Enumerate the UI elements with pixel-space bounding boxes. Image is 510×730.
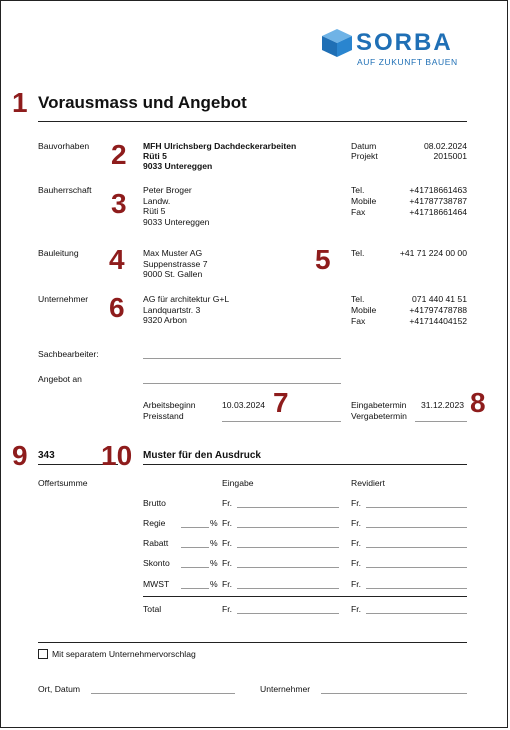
unternehmer-signature-label: Unternehmer <box>260 684 311 694</box>
sorba-logo-icon <box>320 28 354 58</box>
row-mwst-eingabe-currency: Fr. <box>222 579 233 589</box>
offer-number: 343 <box>38 450 55 461</box>
bauleitung-label: Bauleitung <box>38 248 79 258</box>
row-rabatt-eingabe-currency: Fr. <box>222 538 233 548</box>
unternehmer-mobile-value: +41797478788 <box>409 305 467 315</box>
section-divider <box>38 642 467 643</box>
datum-value: 08.02.2024 <box>423 141 467 151</box>
row-regie-label: Regie <box>143 518 166 528</box>
column-revidiert: Revidiert <box>351 478 385 488</box>
row-regie-eingabe-field[interactable] <box>237 527 339 528</box>
row-mwst-revidiert-currency: Fr. <box>351 579 362 589</box>
marker-2: 2 <box>111 139 127 170</box>
bauvorhaben-label: Bauvorhaben <box>38 141 90 151</box>
row-mwst-revidiert-field[interactable] <box>366 588 467 589</box>
bauvorhaben-line-3: 9033 Untereggen <box>143 161 213 171</box>
row-brutto-eingabe-currency: Fr. <box>222 498 233 508</box>
row-rabatt-label: Rabatt <box>143 538 169 548</box>
total-separator <box>143 596 467 597</box>
bauherrschaft-tel-value: +41718661463 <box>409 185 467 195</box>
vergabetermin-label: Vergabetermin <box>351 411 407 421</box>
row-mwst-label: MWST <box>143 579 170 589</box>
ort-datum-label: Ort, Datum <box>38 684 81 694</box>
eingabetermin-label: Eingabetermin <box>351 400 407 410</box>
projekt-value: 2015001 <box>433 151 467 161</box>
logo-tagline: AUF ZUKUNFT BAUEN <box>357 57 458 67</box>
unternehmer-fax-label: Fax <box>351 316 366 326</box>
row-skonto-revidiert-currency: Fr. <box>351 558 362 568</box>
unternehmer-fax-value: +41714404152 <box>409 316 467 326</box>
row-rabatt-revidiert-field[interactable] <box>366 547 467 548</box>
row-mwst-percent-field[interactable] <box>181 588 209 589</box>
bauherrschaft-tel-label: Tel. <box>351 185 365 195</box>
row-rabatt-revidiert-currency: Fr. <box>351 538 362 548</box>
row-regie-percent: % <box>210 518 218 528</box>
row-total-eingabe-currency: Fr. <box>222 604 233 614</box>
sachbearbeiter-field[interactable] <box>143 358 341 359</box>
row-total-revidiert-currency: Fr. <box>351 604 362 614</box>
marker-1: 1 <box>12 87 28 118</box>
preisstand-label: Preisstand <box>143 411 184 421</box>
row-skonto-percent: % <box>210 558 218 568</box>
unternehmer-tel-label: Tel. <box>351 294 365 304</box>
angebot-an-field[interactable] <box>143 383 341 384</box>
row-skonto-revidiert-field[interactable] <box>366 567 467 568</box>
ort-datum-field[interactable] <box>91 693 235 694</box>
row-skonto-eingabe-field[interactable] <box>237 567 339 568</box>
bauvorhaben-line-2: Rüti 5 <box>143 151 167 161</box>
unternehmer-signature-field[interactable] <box>321 693 467 694</box>
row-brutto-eingabe-field[interactable] <box>237 507 339 508</box>
arbeitsbeginn-value: 10.03.2024 <box>222 400 266 410</box>
offer-title: Muster für den Ausdruck <box>143 450 261 461</box>
angebot-an-label: Angebot an <box>38 374 82 384</box>
row-regie-revidiert-field[interactable] <box>366 527 467 528</box>
bauherrschaft-mobile-label: Mobile <box>351 196 377 206</box>
projekt-label: Projekt <box>351 151 378 161</box>
row-skonto-eingabe-currency: Fr. <box>222 558 233 568</box>
eingabetermin-value: 31.12.2023 <box>421 400 465 410</box>
row-mwst-percent: % <box>210 579 218 589</box>
title-divider <box>38 121 467 122</box>
row-brutto-label: Brutto <box>143 498 166 508</box>
bauvorhaben-line-1: MFH Ulrichsberg Dachdeckerarbeiten <box>143 141 297 151</box>
unternehmer-tel-value: 071 440 41 51 <box>412 294 467 304</box>
sachbearbeiter-label: Sachbearbeiter: <box>38 349 99 359</box>
marker-8: 8 <box>470 387 486 418</box>
row-rabatt-percent-field[interactable] <box>181 547 209 548</box>
row-skonto-percent-field[interactable] <box>181 567 209 568</box>
row-total-eingabe-field[interactable] <box>237 613 339 614</box>
arbeitsbeginn-label: Arbeitsbeginn <box>143 400 196 410</box>
marker-4: 4 <box>109 244 125 275</box>
row-total-label: Total <box>143 604 162 614</box>
bauleitung-tel-value: +41 71 224 00 00 <box>399 248 467 258</box>
unternehmer-mobile-label: Mobile <box>351 305 377 315</box>
unternehmervorschlag-checkbox[interactable] <box>38 649 48 659</box>
offertsumme-label: Offertsumme <box>38 478 88 488</box>
bauherrschaft-fax-label: Fax <box>351 207 366 217</box>
logo-wordmark: SORBA <box>356 29 453 56</box>
marker-5: 5 <box>315 244 331 275</box>
unternehmer-label: Unternehmer <box>38 294 89 304</box>
row-skonto-label: Skonto <box>143 558 170 568</box>
unternehmer-address: AG für architektur G+L Landquartstr. 3 9320 Arbon <box>143 294 230 325</box>
preisstand-field[interactable] <box>222 421 341 422</box>
row-regie-revidiert-currency: Fr. <box>351 518 362 528</box>
row-mwst-eingabe-field[interactable] <box>237 588 339 589</box>
row-brutto-revidiert-field[interactable] <box>366 507 467 508</box>
bauherrschaft-label: Bauherrschaft <box>38 185 92 195</box>
vergabetermin-field[interactable] <box>415 421 467 422</box>
offer-title-underline <box>143 464 467 465</box>
marker-6: 6 <box>109 292 125 323</box>
row-rabatt-percent: % <box>210 538 218 548</box>
unternehmervorschlag-label: Mit separatem Unternehmervorschlag <box>52 649 196 659</box>
bauherrschaft-address: Peter Broger Landw. Rüti 5 9033 Untereggen <box>143 185 210 227</box>
marker-7: 7 <box>273 387 289 418</box>
page-title: Vorausmass und Angebot <box>38 93 247 112</box>
row-regie-percent-field[interactable] <box>181 527 209 528</box>
column-eingabe: Eingabe <box>222 478 254 488</box>
datum-label: Datum <box>351 141 377 151</box>
marker-10: 10 <box>101 440 133 471</box>
bauherrschaft-mobile-value: +41787738787 <box>409 196 467 206</box>
row-rabatt-eingabe-field[interactable] <box>237 547 339 548</box>
row-total-revidiert-field[interactable] <box>366 613 467 614</box>
bauleitung-tel-label: Tel. <box>351 248 365 258</box>
row-regie-eingabe-currency: Fr. <box>222 518 233 528</box>
row-brutto-revidiert-currency: Fr. <box>351 498 362 508</box>
bauherrschaft-fax-value: +41718661464 <box>409 207 467 217</box>
marker-9: 9 <box>12 440 28 471</box>
marker-3: 3 <box>111 188 127 219</box>
bauleitung-address: Max Muster AG Suppenstrasse 7 9000 St. Gallen <box>143 248 208 279</box>
